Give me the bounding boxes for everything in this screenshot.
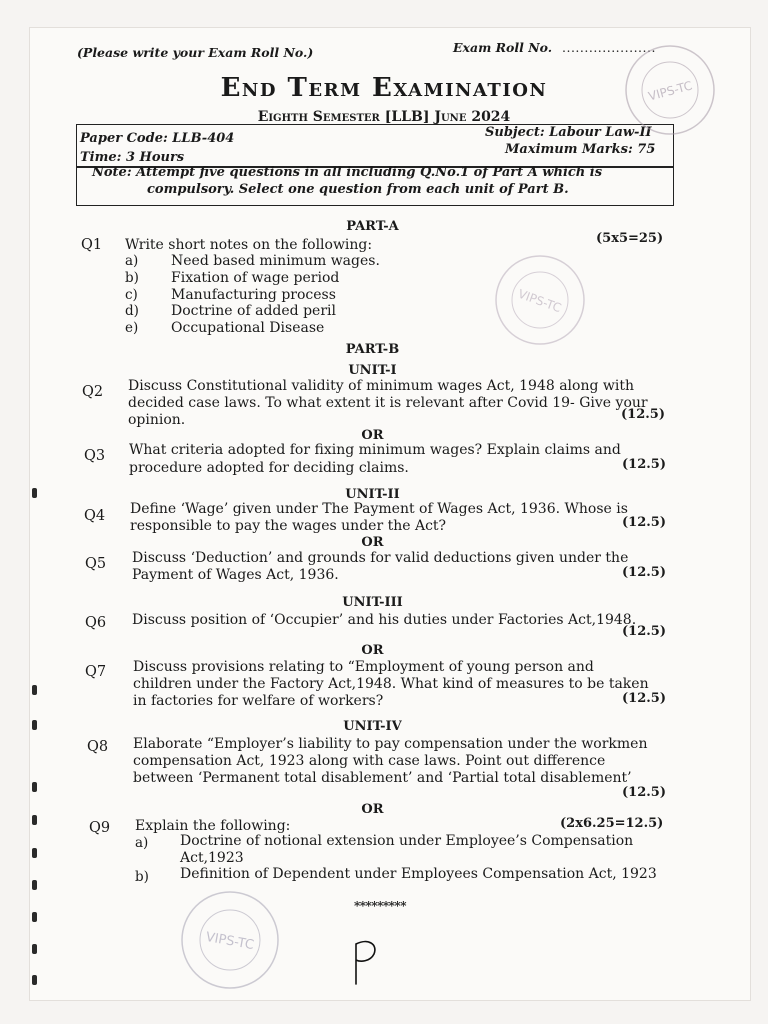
q6-line-1: Discuss position of ‘Occupier’ and his duties under Factories Act,1948. (132, 612, 637, 628)
vips-tc-stamp (622, 42, 718, 138)
q5-line-2: Payment of Wages Act, 1936. (132, 567, 339, 583)
q5-number: Q5 (85, 556, 107, 572)
q8-line-1: Elaborate “Employer’s liability to pay compensation under the workmen (133, 736, 648, 752)
exam-roll-label: Exam Roll No. (453, 40, 553, 55)
q2-line-1: Discuss Constitutional validity of minimum wages Act, 1948 along with (128, 378, 634, 394)
q1-item-letter: a) (125, 253, 139, 269)
q2-line-2: decided case laws. To what extent it is relevant after Covid 19- Give your (128, 395, 648, 411)
q1-item-letter: e) (125, 320, 139, 336)
q4-line-2: responsible to pay the wages under the Act? (130, 518, 447, 534)
subject: Subject: Labour Law-II (485, 125, 652, 140)
binding-mark (32, 815, 37, 825)
end-of-paper-stars: ********* (354, 899, 406, 913)
q1-number: Q1 (81, 237, 103, 253)
q1-item-text: Fixation of wage period (171, 270, 340, 286)
note-line-2: compulsory. Select one question from each unit of Part B. (147, 182, 569, 197)
q5-line-1: Discuss ‘Deduction’ and grounds for valid deductions given under the (132, 550, 629, 566)
note-line-1: Note: Attempt five questions in all including Q.No.1 of Part A which is (92, 165, 603, 180)
q9-item-a-line-2: Act,1923 (180, 850, 244, 866)
q1-item-letter: b) (125, 270, 139, 286)
exam-subtitle: Eighth Semester [LLB] June 2024 (257, 109, 511, 125)
q2-number: Q2 (82, 384, 104, 400)
q3-number: Q3 (84, 448, 106, 464)
binding-mark (32, 912, 37, 922)
unit-2-heading: UNIT-II (345, 487, 400, 502)
q9-item-a-line-1: Doctrine of notional extension under Employee’s Compensation (180, 833, 634, 849)
q9-item-letter: b) (135, 869, 149, 885)
q8-marks: (12.5) (622, 785, 666, 800)
paper-code: Paper Code: LLB-404 (80, 131, 235, 146)
q1-item-text: Need based minimum wages. (171, 253, 380, 269)
binding-mark (32, 848, 37, 858)
q7-number: Q7 (85, 664, 107, 680)
time-allowed: Time: 3 Hours (80, 150, 185, 165)
q9-item-b-line-1: Definition of Dependent under Employees Compensation Act, 1923 (180, 866, 657, 882)
q1-item-text: Doctrine of added peril (171, 303, 336, 319)
maximum-marks: Maximum Marks: 75 (505, 142, 656, 157)
q8-line-2: compensation Act, 1923 along with case laws. Point out difference (133, 753, 606, 769)
roll-number-note: (Please write your Exam Roll No.) (77, 45, 314, 60)
q6-number: Q6 (85, 615, 107, 631)
unit-4-heading: UNIT-IV (343, 719, 402, 734)
q8-line-3: between ‘Permanent total disablement’ and ‘Partial total disablement’ (133, 770, 632, 786)
or-separator: OR (361, 802, 384, 817)
q7-line-1: Discuss provisions relating to “Employment of young person and (133, 659, 594, 675)
binding-mark (32, 685, 37, 695)
q7-line-3: in factories for welfare of workers? (133, 693, 384, 709)
binding-mark (32, 720, 37, 730)
q9-marks: (2x6.25=12.5) (560, 816, 664, 831)
part-a-heading: PART-A (346, 219, 399, 234)
q3-line-2: procedure adopted for deciding claims. (129, 460, 409, 476)
binding-mark (32, 944, 37, 954)
part-b-heading: PART-B (345, 342, 400, 357)
q1-marks: (5x5=25) (596, 231, 664, 246)
q1-item-letter: d) (125, 303, 139, 319)
q7-marks: (12.5) (622, 691, 666, 706)
exam-title: End Term Examination (220, 73, 548, 103)
q1-item-text: Manufacturing process (171, 287, 336, 303)
q4-number: Q4 (84, 508, 106, 524)
q1-text: Write short notes on the following: (125, 237, 373, 253)
q7-line-2: children under the Factory Act,1948. What kind of measures to be taken (133, 676, 649, 692)
or-separator: OR (361, 428, 384, 443)
binding-mark (32, 880, 37, 890)
q4-line-1: Define ‘Wage’ given under The Payment of Wages Act, 1936. Whose is (130, 501, 628, 517)
q6-marks: (12.5) (622, 624, 666, 639)
q1-item-text: Occupational Disease (171, 320, 325, 336)
q9-item-letter: a) (135, 835, 149, 851)
binding-mark (32, 782, 37, 792)
or-separator: OR (361, 535, 384, 550)
handwritten-mark (350, 938, 380, 990)
stamp-text: VIPS-TC (516, 286, 564, 316)
q2-line-3: opinion. (128, 412, 186, 428)
stamp-text: VIPS-TC (646, 78, 694, 104)
q8-number: Q8 (87, 739, 109, 755)
or-separator: OR (361, 643, 384, 658)
binding-mark (32, 488, 37, 498)
stamp-text: VIPS-TC (204, 929, 255, 954)
q9-text: Explain the following: (135, 818, 291, 834)
q3-marks: (12.5) (622, 457, 666, 472)
q9-number: Q9 (89, 820, 111, 836)
unit-1-heading: UNIT-I (348, 363, 397, 378)
binding-mark (32, 975, 37, 985)
q1-item-letter: c) (125, 287, 138, 303)
vips-tc-stamp (178, 888, 282, 992)
q2-marks: (12.5) (621, 407, 665, 422)
q5-marks: (12.5) (622, 565, 666, 580)
q3-line-1: What criteria adopted for fixing minimum wages? Explain claims and (129, 442, 621, 458)
vips-tc-stamp (492, 252, 588, 348)
q4-marks: (12.5) (622, 515, 666, 530)
exam-roll-blank: ..................... (562, 40, 656, 55)
unit-3-heading: UNIT-III (342, 595, 403, 610)
